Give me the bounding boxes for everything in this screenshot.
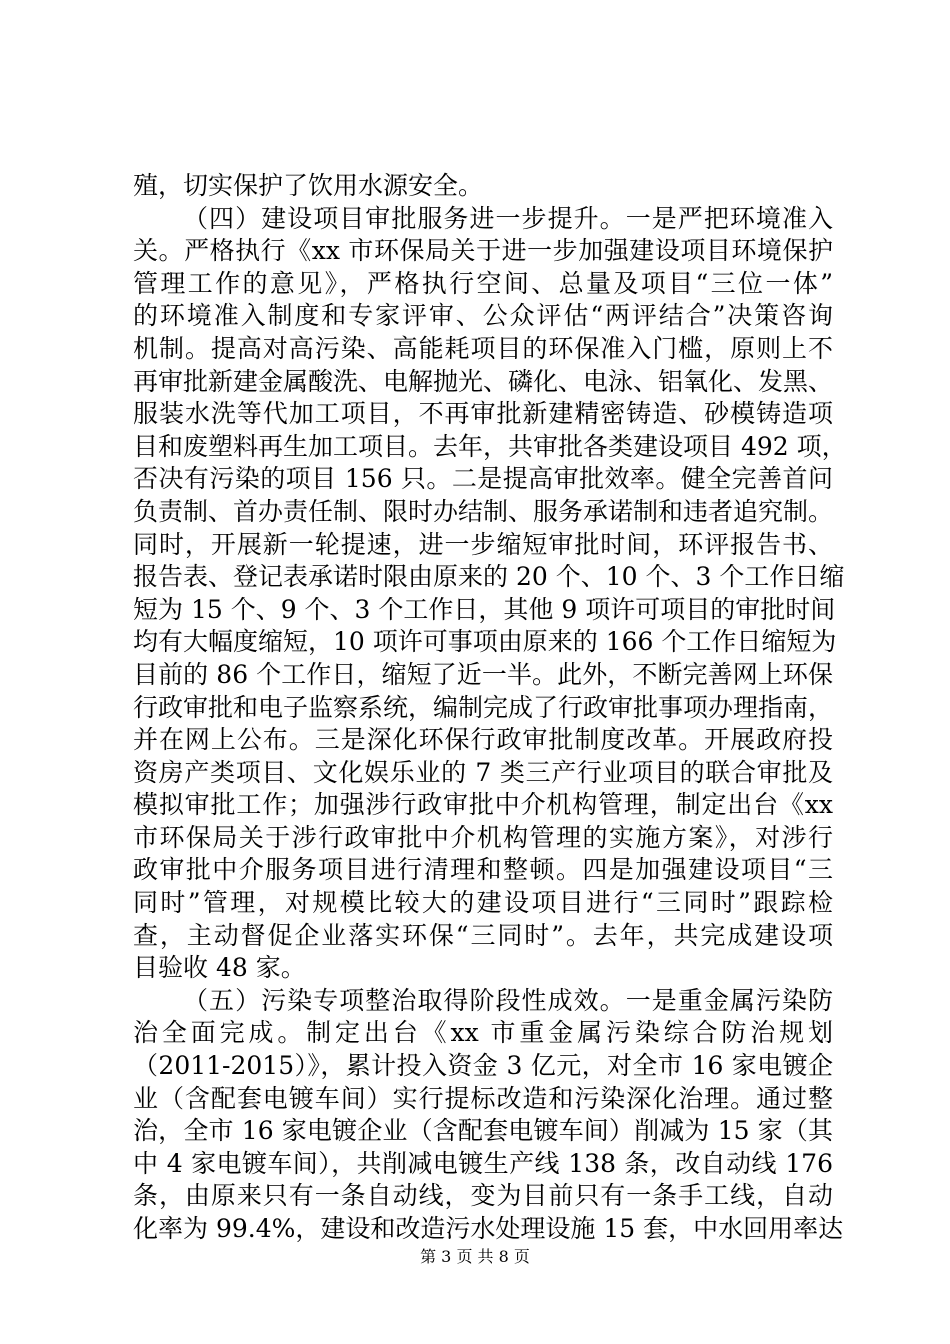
text-line: 管理工作的意见》，严格执行空间、总量及项目“三位一体” [133, 268, 833, 298]
text-line: 否决有污染的项目 156 只。二是提高审批效率。健全完善首问 [133, 464, 833, 494]
text-line: 行政审批和电子监察系统，编制完成了行政审批事项办理指南， [133, 692, 834, 722]
text-line: 目前的 86 个工作日，缩短了近一半。此外，不断完善网上环保 [133, 659, 833, 689]
text-line: 并在网上公布。三是深化环保行政审批制度改革。开展政府投 [133, 725, 833, 755]
text-line: 均有大幅度缩短，10 项许可事项由原来的 166 个工作日缩短为 [133, 627, 837, 657]
text-line: （2011-2015）》，累计投入资金 3 亿元，对全市 16 家电镀企 [133, 1051, 833, 1081]
text-line: 短为 15 个、9 个、3 个工作日，其他 9 项许可项目的审批时间 [133, 594, 836, 624]
text-line: 化率为 99.4%，建设和改造污水处理设施 15 套，中水回用率达 [133, 1214, 844, 1243]
text-line: 同时”管理，对规模比较大的建设项目进行“三同时”跟踪检 [133, 888, 833, 918]
text-line: 再审批新建金属酸洗、电解抛光、磷化、电泳、铝氧化、发黑、 [133, 366, 834, 396]
text-line: 条，由原来只有一条自动线，变为目前只有一条手工线，自动 [133, 1181, 833, 1211]
text-line: 报告表、登记表承诺时限由原来的 20 个、10 个、3 个工作日缩 [133, 562, 845, 592]
paragraph-heading-line: （四）建设项目审批服务进一步提升。一是严把环境准入 [183, 203, 833, 233]
text-line: 中 4 家电镀车间），共削减电镀生产线 138 条，改自动线 176 [133, 1148, 833, 1178]
text-line: 机制。提高对高污染、高能耗项目的环保准入门槛，原则上不 [133, 333, 833, 363]
document-body [133, 170, 847, 1246]
page-number-footer: 第 3 页 共 8 页 [420, 1247, 530, 1266]
text-line: 关。严格执行《xx 市环保局关于进一步加强建设项目环境保护 [133, 236, 833, 266]
paragraph-heading-line: （五）污染专项整治取得阶段性成效。一是重金属污染防 [183, 985, 833, 1015]
text-line: 资房产类项目、文化娱乐业的 7 类三产行业项目的联合审批及 [133, 757, 833, 787]
text-line: 治，全市 16 家电镀企业（含配套电镀车间）削减为 15 家（其 [133, 1116, 833, 1146]
text-line: 同时，开展新一轮提速，进一步缩短审批时间，环评报告书、 [133, 529, 833, 559]
text-line: 业（含配套电镀车间）实行提标改造和污染深化治理。通过整 [133, 1083, 833, 1113]
text-line: 治全面完成。制定出台《xx 市重金属污染综合防治规划 [133, 1018, 833, 1048]
text-line: 目验收 48 家。 [133, 953, 306, 983]
text-line: 负责制、首办责任制、限时办结制、服务承诺制和违者追究制。 [133, 496, 834, 526]
text-line: 政审批中介服务项目进行清理和整顿。四是加强建设项目“三 [133, 855, 833, 885]
text-line: 殖，切实保护了饮用水源安全。 [133, 171, 484, 200]
text-line: 市环保局关于涉行政审批中介机构管理的实施方案》，对涉行 [133, 822, 833, 852]
text-line: 的环境准入制度和专家评审、公众评估“两评结合”决策咨询 [133, 301, 833, 331]
text-line: 服装水洗等代加工项目，不再审批新建精密铸造、砂模铸造项 [133, 399, 833, 429]
text-line: 查，主动督促企业落实环保“三同时”。去年，共完成建设项 [133, 920, 833, 950]
text-line: 目和废塑料再生加工项目。去年，共审批各类建设项目 492 项， [133, 431, 847, 461]
text-line: 模拟审批工作；加强涉行政审批中介机构管理，制定出台《xx [133, 790, 833, 820]
